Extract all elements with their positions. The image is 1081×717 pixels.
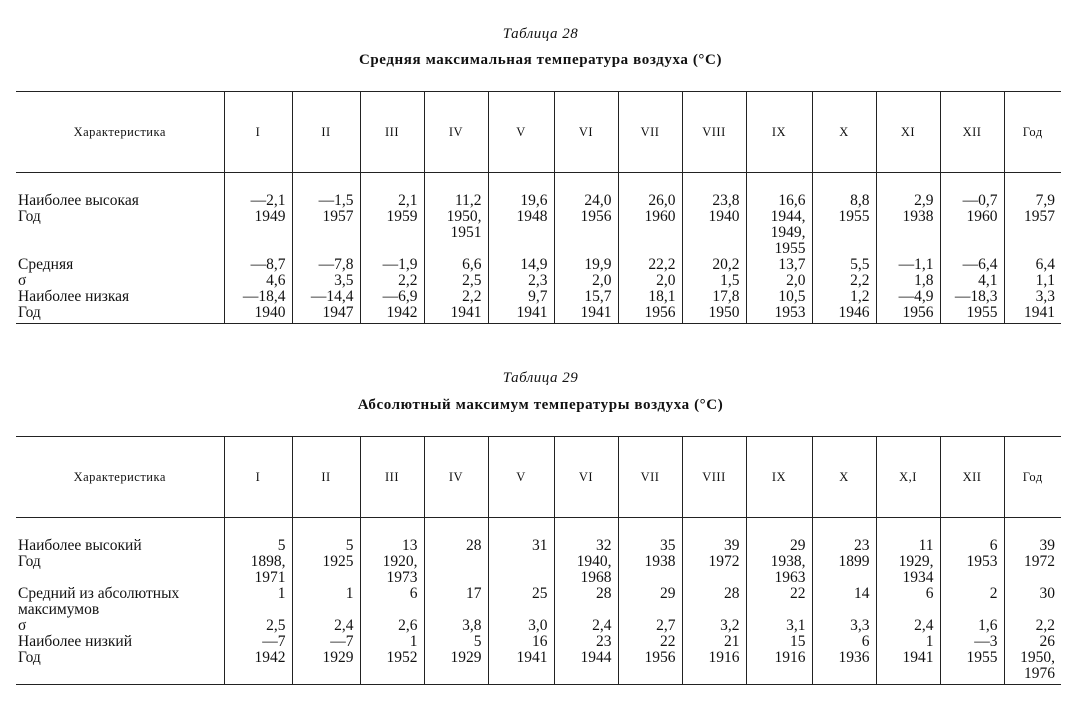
column-header: Год [1004, 92, 1061, 173]
table-cell: —1,5 1957 [292, 193, 360, 257]
column-header: XII [940, 92, 1004, 173]
spacer-cell [16, 173, 224, 194]
spacer-cell [554, 518, 618, 539]
table-cell: 29 1938, 1963 [746, 538, 812, 586]
table-28 [16, 91, 1061, 324]
table-header-row [16, 92, 1061, 173]
table-29-title: Абсолютный максимум температуры воздуха (°С) [357, 397, 724, 413]
column-header: IX [746, 437, 812, 518]
table-cell: 2,2 26 1950, 1976 [1004, 618, 1061, 682]
column-header: VI [554, 437, 618, 518]
end-cell [488, 321, 554, 324]
end-cell [424, 682, 488, 685]
table-cell: 2,7 22 1956 [618, 618, 682, 682]
spacer-cell [682, 518, 746, 539]
table-cell: 16,6 1944, 1949, 1955 [746, 193, 812, 257]
table-cell: 23 1899 [812, 538, 876, 586]
spacer-cell [488, 518, 554, 539]
spacer-cell [554, 173, 618, 194]
row-label: Наиболее высокая Год [18, 192, 139, 225]
table-cell: 22,2 2,0 18,1 1956 [618, 257, 682, 321]
table-cell: —1,1 1,8 —4,9 1956 [876, 257, 940, 321]
spacer-cell [424, 173, 488, 194]
table-cell: 14 [812, 586, 876, 618]
end-cell [812, 321, 876, 324]
table-cell: —0,7 1960 [940, 193, 1004, 257]
table-cell: 2,4 23 1944 [554, 618, 618, 682]
end-cell [876, 682, 940, 685]
table-cell: 11,2 1950, 1951 [424, 193, 488, 257]
table-cell: 2,9 1938 [876, 193, 940, 257]
table-29 [16, 436, 1061, 685]
spacer-row [16, 173, 1061, 194]
table-cell: 13 1920, 1973 [360, 538, 424, 586]
table-cell: 6 [876, 586, 940, 618]
spacer-cell [746, 518, 812, 539]
row-label: Средний из абсолютных максимумов [18, 585, 180, 618]
table-cell: 13,7 2,0 10,5 1953 [746, 257, 812, 321]
spacer-cell [424, 518, 488, 539]
end-cell [940, 321, 1004, 324]
table-cell: 19,9 2,0 15,7 1941 [554, 257, 618, 321]
table-cell: 3,1 15 1916 [746, 618, 812, 682]
column-header-characteristic: Характеристика [16, 437, 224, 518]
end-cell [360, 682, 424, 685]
spacer-cell [292, 518, 360, 539]
spacer-cell [812, 173, 876, 194]
end-cell [424, 321, 488, 324]
column-header: V [488, 92, 554, 173]
table-cell: 5 1898, 1971 [224, 538, 292, 586]
end-cell [292, 321, 360, 324]
table-cell: 2,4 —7 1929 [292, 618, 360, 682]
table-cell: 2,1 1959 [360, 193, 424, 257]
table-cell: 6 1953 [940, 538, 1004, 586]
table-cell: 14,9 2,3 9,7 1941 [488, 257, 554, 321]
spacer-cell [360, 173, 424, 194]
column-header: IX [746, 92, 812, 173]
spacer-cell [224, 518, 292, 539]
table-cell: 28 [424, 538, 488, 586]
end-cell [224, 682, 292, 685]
table-cell: 11 1929, 1934 [876, 538, 940, 586]
end-cell [876, 321, 940, 324]
spacer-cell [1004, 518, 1061, 539]
spacer-cell [876, 518, 940, 539]
table-cell: 32 1940, 1968 [554, 538, 618, 586]
spacer-cell [940, 173, 1004, 194]
end-cell [746, 321, 812, 324]
column-header: I [224, 437, 292, 518]
end-row [16, 321, 1061, 324]
spacer-cell [618, 173, 682, 194]
column-header: XII [940, 437, 1004, 518]
table-cell: 19,6 1948 [488, 193, 554, 257]
column-header: X [812, 92, 876, 173]
table-28-title: Средняя максимальная температура воздуха (°С) [358, 52, 723, 68]
table-cell: 1 [292, 586, 360, 618]
spacer-cell [940, 518, 1004, 539]
table-cell: 3,8 5 1929 [424, 618, 488, 682]
table-cell: 5,5 2,2 1,2 1946 [812, 257, 876, 321]
column-header: II [292, 92, 360, 173]
column-header: III [360, 92, 424, 173]
end-cell [618, 682, 682, 685]
table-row [16, 586, 1061, 618]
table-cell: 23,8 1940 [682, 193, 746, 257]
table-cell: 28 [554, 586, 618, 618]
table-cell: 22 [746, 586, 812, 618]
column-header: VIII [682, 92, 746, 173]
table-cell: 7,9 1957 [1004, 193, 1061, 257]
spacer-cell [618, 518, 682, 539]
end-cell [940, 682, 1004, 685]
table-cell: 6,4 1,1 3,3 1941 [1004, 257, 1061, 321]
column-header: X [812, 437, 876, 518]
table-row [16, 257, 1061, 321]
spacer-cell [682, 173, 746, 194]
table-cell: —6,4 4,1 —18,3 1955 [940, 257, 1004, 321]
table-cell: 5 1925 [292, 538, 360, 586]
end-cell [746, 682, 812, 685]
table-cell: 26,0 1960 [618, 193, 682, 257]
end-row [16, 682, 1061, 685]
table-cell: 39 1972 [1004, 538, 1061, 586]
end-cell [812, 682, 876, 685]
table-cell: 17 [424, 586, 488, 618]
end-cell [618, 321, 682, 324]
table-row [16, 618, 1061, 682]
table-cell: 24,0 1956 [554, 193, 618, 257]
table-row [16, 193, 1061, 257]
column-header: XI [876, 92, 940, 173]
table-cell: 30 [1004, 586, 1061, 618]
table-cell: —7,8 3,5 —14,4 1947 [292, 257, 360, 321]
spacer-cell [746, 173, 812, 194]
end-cell [488, 682, 554, 685]
table-cell: 2,6 1 1952 [360, 618, 424, 682]
column-header: V [488, 437, 554, 518]
row-label: Средняя σ Наиболее низкая Год [18, 256, 130, 321]
table-cell: 25 [488, 586, 554, 618]
spacer-row [16, 518, 1061, 539]
table-cell: 35 1938 [618, 538, 682, 586]
end-cell [16, 321, 224, 324]
table-cell: 3,2 21 1916 [682, 618, 746, 682]
column-header: VIII [682, 437, 746, 518]
column-header: Год [1004, 437, 1061, 518]
column-header: IV [424, 437, 488, 518]
row-label: σ Наиболее низкий Год [18, 617, 133, 666]
spacer-cell [224, 173, 292, 194]
table-cell: 20,2 1,5 17,8 1950 [682, 257, 746, 321]
table-cell: —2,1 1949 [224, 193, 292, 257]
spacer-cell [292, 173, 360, 194]
column-header: X,I [876, 437, 940, 518]
end-cell [682, 682, 746, 685]
column-header: II [292, 437, 360, 518]
table-cell: 3,0 16 1941 [488, 618, 554, 682]
column-header: I [224, 92, 292, 173]
table-cell: 6,6 2,5 2,2 1941 [424, 257, 488, 321]
table-cell: 8,8 1955 [812, 193, 876, 257]
table-cell: 2,5 —7 1942 [224, 618, 292, 682]
table-row [16, 538, 1061, 586]
spacer-cell [812, 518, 876, 539]
spacer-cell [16, 518, 224, 539]
table-header-row [16, 437, 1061, 518]
table-cell: 1,6 —3 1955 [940, 618, 1004, 682]
end-cell [1004, 321, 1061, 324]
column-header: IV [424, 92, 488, 173]
table-cell: 2,4 1 1941 [876, 618, 940, 682]
spacer-cell [360, 518, 424, 539]
table-cell: 39 1972 [682, 538, 746, 586]
spacer-cell [876, 173, 940, 194]
end-cell [554, 682, 618, 685]
table-cell: 28 [682, 586, 746, 618]
end-cell [292, 682, 360, 685]
table-cell: 3,3 6 1936 [812, 618, 876, 682]
end-cell [360, 321, 424, 324]
table-cell: —1,9 2,2 —6,9 1942 [360, 257, 424, 321]
end-cell [1004, 682, 1061, 685]
end-cell [16, 682, 224, 685]
table-cell: 31 [488, 538, 554, 586]
end-cell [224, 321, 292, 324]
spacer-cell [1004, 173, 1061, 194]
table-28-label: Таблица 28 [502, 26, 579, 42]
table-cell: 29 [618, 586, 682, 618]
column-header: VII [618, 437, 682, 518]
end-cell [682, 321, 746, 324]
spacer-cell [488, 173, 554, 194]
table-cell: 6 [360, 586, 424, 618]
table-29-label: Таблица 29 [502, 370, 579, 386]
column-header: III [360, 437, 424, 518]
table-cell: 1 [224, 586, 292, 618]
row-label: Наиболее высокий Год [18, 537, 142, 570]
column-header: VI [554, 92, 618, 173]
column-header-characteristic: Характеристика [16, 92, 224, 173]
column-header: VII [618, 92, 682, 173]
table-cell: 2 [940, 586, 1004, 618]
table-cell: —8,7 4,6 —18,4 1940 [224, 257, 292, 321]
end-cell [554, 321, 618, 324]
